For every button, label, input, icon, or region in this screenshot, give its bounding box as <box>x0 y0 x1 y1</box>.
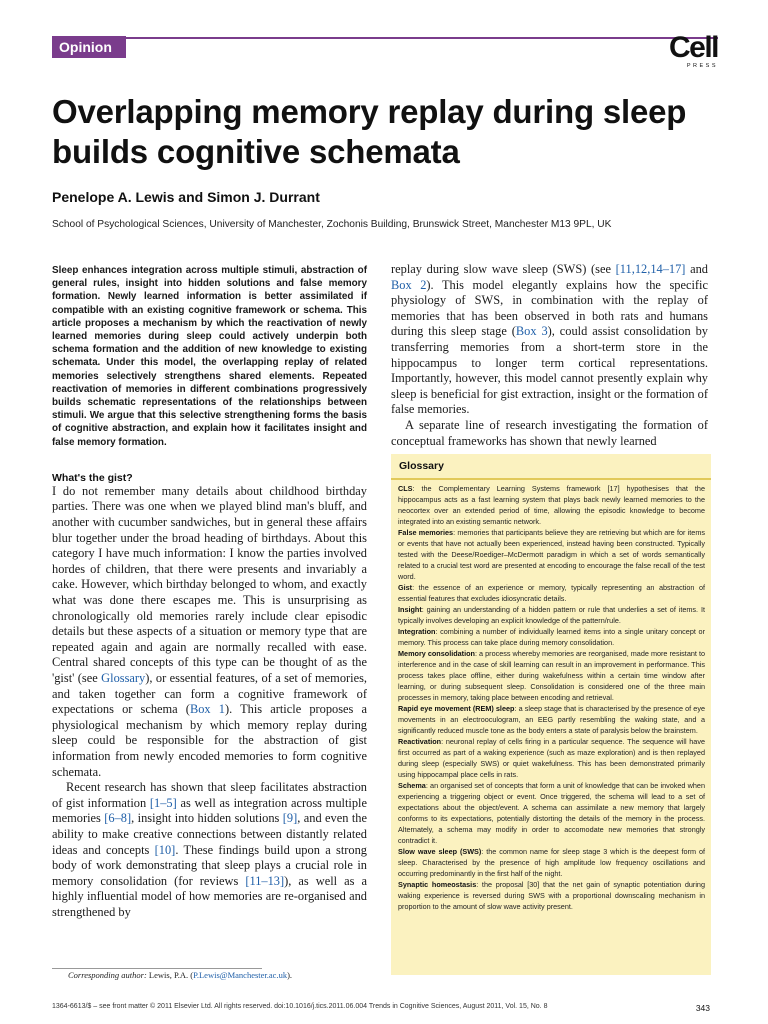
glossary-definition: : the Complementary Learning Systems framework [17] hypothesises that the hippocampus acts as a fast learning system that plays back newly learned memories to the neocortex over an extended period of time, allowing the episodic knowledge to become integrated into an existing semantic network. <box>398 484 705 526</box>
glossary-term: Reactivation <box>398 737 442 746</box>
author-affiliation: School of Psychological Sciences, University of Manchester, Zochonis Building, Brunswick Street, Manchester M13 9PL, UK <box>52 219 612 230</box>
glossary-list <box>391 480 711 912</box>
glossary-box <box>391 454 711 975</box>
glossary-term: Rapid eye movement (REM) sleep <box>398 704 515 713</box>
article-authors: Penelope A. Lewis and Simon J. Durrant <box>52 189 320 205</box>
logo-subtitle: PRESS <box>686 63 718 69</box>
glossary-term: Slow wave sleep (SWS) <box>398 847 482 856</box>
header-rule <box>52 37 718 39</box>
glossary-title: Glossary <box>391 454 711 480</box>
glossary-entry <box>398 648 705 703</box>
glossary-definition: : the essence of an experience or memory, typically representing an abstraction of essential features that excludes idiosyncratic details. <box>398 583 705 603</box>
glossary-definition: : gaining an understanding of a hidden pattern or rule that underlies a set of items. It typically involves developing an explicit knowledge of the pattern/rule. <box>398 605 705 625</box>
body-paragraph: I do not remember many details about childhood birthday parties. There was one when we played blind man's bluff, and another with cucumber sandwiches, but in general these affairs blur together under the broad heading of birthdays. About this category I have much information: I know the parties involved hordes of children, that there were presents and invariably a cake. However, which birthday belonged to whom, and exactly what was done there escapes me. This is unsurprising as chronologically old memories rarely include clear episodic details but these aspects of a situation or memory type that are repeated again and again are normally recalled with ease. Central shared concepts of this type can be thought of as the 'gist' (see Glossary), or essential features, of a set of memories, and taken together can form a cognitive framework of expectations or schema (Box 1). This article proposes a physiological mechanism by which memory replay during sleep could be responsible for the abstraction of gist information from newly encoded memories to form cognitive schemata. <box>52 483 368 779</box>
glossary-entry <box>398 626 705 648</box>
glossary-definition: : memories that participants believe they are retrieving but which are for items or events that have not actually been experienced, instead having been constructed. Typically tested with the Deese/Roediger–McDermott paradigm in which a set of words semantically related to a crucial test word are presented at encoding to encourage the false recall of the test word. <box>398 528 706 581</box>
body-paragraph: Recent research has shown that sleep facilitates abstraction of gist information [1–5] as well as integration across multiple memories [6–8], insight into hidden solutions [9], and even the ability to make creative connections between distantly related ideas and concepts [10]. These findings build upon a strong body of work demonstrating that sleep plays a crucial role in memory consolidation (for reviews [11–13]), as well as a highly influential model of how memories are re-organised and strengthened by <box>52 780 368 919</box>
body-paragraph: A separate line of research investigating the formation of conceptual frameworks has shown that newly learned <box>391 417 708 448</box>
citation-link[interactable]: Box 2 <box>391 277 427 292</box>
glossary-entry <box>398 736 705 780</box>
glossary-definition: : a sleep stage that is characterised by the presence of eye movements in an electrooculogram, an EEG partly resembling the waking state, and a significantly reduced muscle tone as the body enters a state of paralysis below the brainstem. <box>398 704 705 735</box>
glossary-term: Insight <box>398 605 422 614</box>
left-column <box>52 264 367 920</box>
page-number: 343 <box>695 1003 710 1013</box>
glossary-definition: : a process whereby memories are reorganised, made more resistant to interference and in the case of skill learning can result in an improvement in performance. This process takes place offline, either during wakefulness within a certain time window after learning, or during subsequent sleep. Consolidation is considered one of the three main processes in memory, taking place between encoding and retrieval. <box>398 649 705 702</box>
section-label: Opinion <box>52 36 126 58</box>
citation-link[interactable]: Glossary <box>101 670 146 685</box>
glossary-term: Integration <box>398 627 436 636</box>
footnote-rule <box>52 968 262 969</box>
corresponding-close: ). <box>287 970 293 980</box>
cell-press-logo <box>668 31 718 69</box>
citation-link[interactable]: [6–8] <box>104 811 132 826</box>
abstract: Sleep enhances integration across multiple stimuli, abstraction of general rules, insight into hidden solutions and false memory formation. Newly learned information is better assimilated if compatible with an existing cognitive framework or schema. This article proposes a mechanism by which the reactivation of newly learned memories during sleep could actively underpin both schema formation and the addition of new knowledge to existing schemata. Under this model, the overlapping replay of related memories selectively strengthens shared elements. Repeated reactivation of memories in different combinations progressively builds schematic representations of the relationships between stimuli. We argue that this selective strengthening forms the basis of cognitive abstraction, and explain how it facilitates insight and false memory formation. <box>52 265 367 448</box>
glossary-definition: : the proposal [30] that the net gain of synaptic potentiation during waking experience is reversed during SWS with a proportional downscaling mechanism in proportion to the amount of slow wave activity present. <box>398 880 705 911</box>
glossary-entry <box>398 846 705 879</box>
article-title: Overlapping memory replay during sleep builds cognitive schemata <box>52 93 687 170</box>
glossary-entry <box>398 780 705 846</box>
glossary-definition: : an organised set of concepts that form a unit of knowledge that can be invoked when experiencing a triggering object or event. Once triggered, the schema will lead to a set of expectations about the object/event. A schema can assimilate a new memory that largely conforms to its expectations, potentially distorting the details of the memory in the process. Alternately, a schema may modify in order to accomodate new memories that strongly contradict it. <box>398 781 705 845</box>
glossary-entry <box>398 582 705 604</box>
citation-link[interactable]: [11–13] <box>245 873 285 888</box>
glossary-entry <box>398 527 705 582</box>
glossary-term: Schema <box>398 781 426 790</box>
section-heading: What's the gist? <box>52 471 133 484</box>
corresponding-author <box>68 970 292 980</box>
corresponding-label: Corresponding author: <box>68 970 147 980</box>
right-body <box>391 262 708 449</box>
page-footer: 1364-6613/$ – see front matter © 2011 Elsevier Ltd. All rights reserved. doi:10.1016/j.tics.2011.06.004 Trends in Cognitive Sciences, August 2011, Vol. 15, No. 8 <box>52 1003 548 1010</box>
glossary-term: CLS <box>398 484 413 493</box>
glossary-definition: : the common name for sleep stage 3 which is the deepest form of sleep. Characterised by the presence of high amplitude low frequency oscillations and occurring predominantly in the first half of the night. <box>398 847 705 878</box>
citation-link[interactable]: [10] <box>154 842 176 857</box>
citation-link[interactable]: Box 1 <box>189 702 225 717</box>
corresponding-text: Lewis, P.A. ( <box>146 970 194 980</box>
glossary-entry <box>398 879 705 912</box>
citation-link[interactable]: Box 3 <box>515 324 548 339</box>
glossary-entry <box>398 483 705 527</box>
right-column <box>391 262 708 449</box>
logo-word: Cell <box>668 31 718 64</box>
glossary-term: Synaptic homeostasis <box>398 880 477 889</box>
citation-link[interactable]: [11,12,14–17] <box>615 262 686 276</box>
glossary-term: Memory consolidation <box>398 649 475 658</box>
citation-link[interactable]: [9] <box>282 811 298 826</box>
author-email-link[interactable]: P.Lewis@Manchester.ac.uk <box>193 970 288 980</box>
section-body <box>52 484 367 921</box>
glossary-term: Gist <box>398 583 413 592</box>
glossary-term: False memories <box>398 528 454 537</box>
glossary-definition: : neuronal replay of cells firing in a particular sequence. The sequence will have first occurred as part of a waking experience (such as maze exploration) and is then replayed during sleep (especially SWS) or quiet wakefulness. This has been demonstrated primarily using hippocampal place cells in rats. <box>398 737 705 779</box>
glossary-entry <box>398 703 705 736</box>
body-paragraph: replay during slow wave sleep (SWS) (see [11,12,14–17] and Box 2). This model elegantly explains how the specific physiology of SWS, in combination with the replay of memories that has been observed in both rats and humans during this sleep stage (Box 3), could assist consolidation by transferring memories from a short-term store in the hippocampus to longer term cortical representations. Importantly, however, this model cannot presently explain why sleep is beneficial for gist extraction, insight or the formation of false memories. <box>391 262 708 417</box>
citation-link[interactable]: [1–5] <box>149 795 177 810</box>
glossary-definition: : combining a number of individually learned items into a single unitary concept or memory. This process can take place during memory consolidation. <box>398 627 705 647</box>
glossary-entry <box>398 604 705 626</box>
